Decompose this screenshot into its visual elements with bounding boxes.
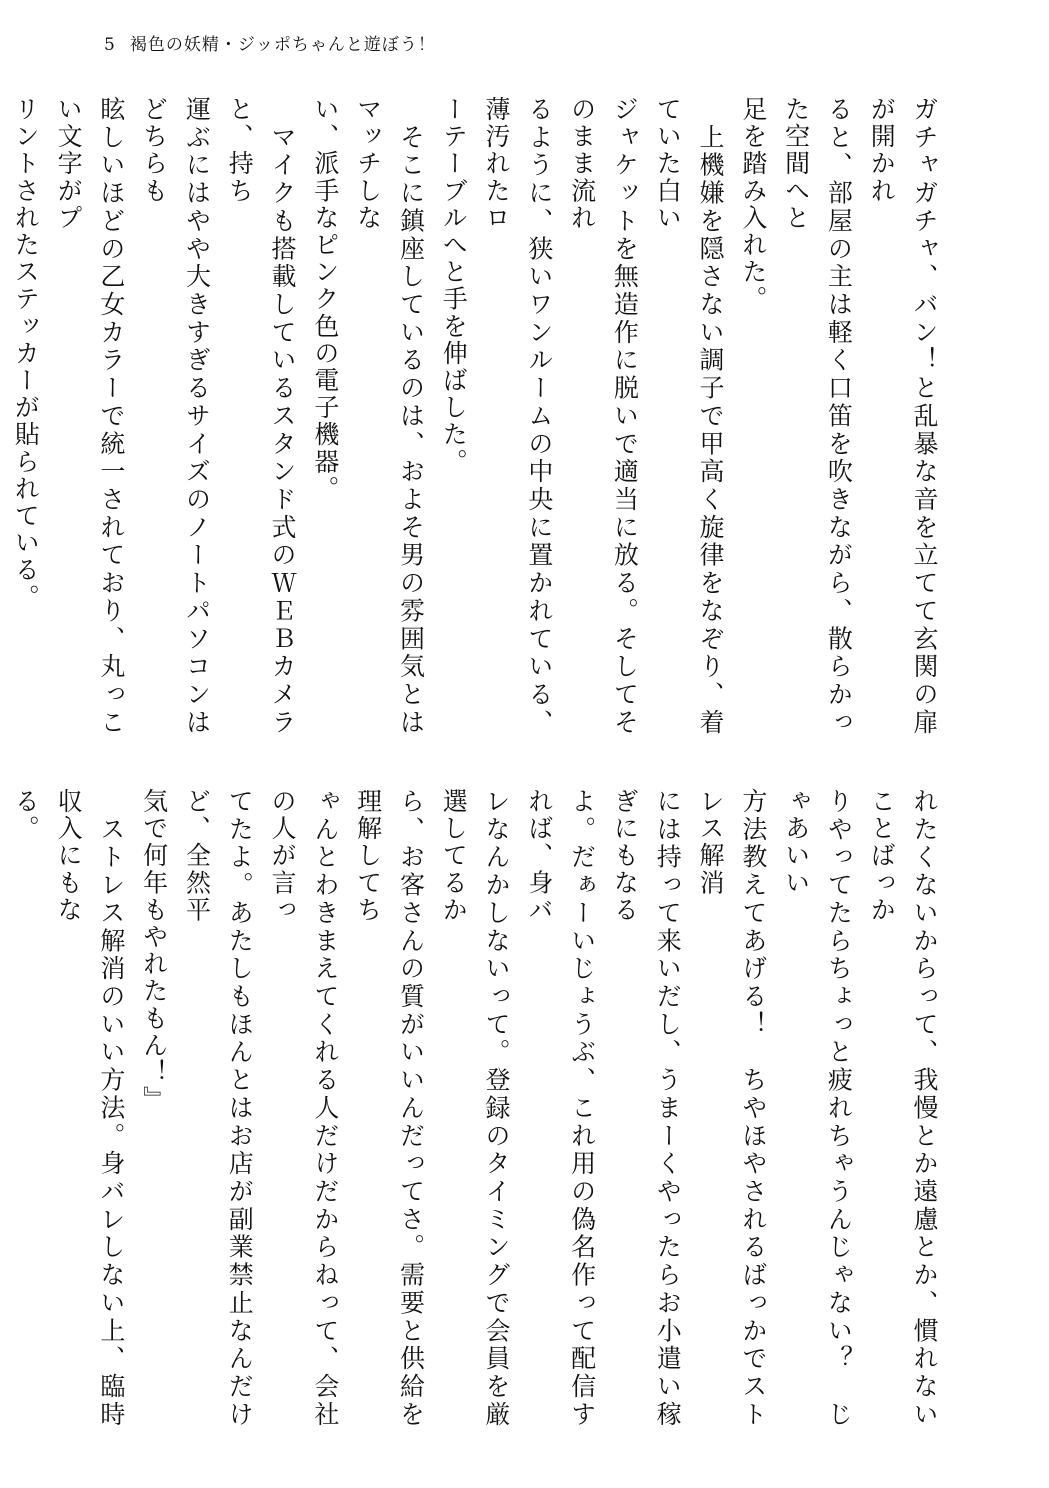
text-line: りやってたらちょっと疲れちゃうんじゃない？ じゃあいい — [781, 788, 854, 1428]
page-number: 5 — [104, 35, 116, 55]
text-line: 眩しいほどの乙女カラーで統一されており、丸っこい文字がプ — [54, 96, 126, 736]
text-line: 方法教えてあげる！ ちやほやされるばっかでストレス解消 — [696, 788, 768, 1428]
upper-text-block — [11, 96, 945, 736]
text-line: 運ぶにはやや大きすぎるサイズのノートパソコンはどちらも — [139, 96, 212, 736]
text-line: てたよ。あたしもほんとはお店が副業禁止なんだけど、全然平 — [182, 788, 255, 1428]
text-line: ガチャガチャ、バン！と乱暴な音を立てて玄関の扉が開かれ — [867, 96, 939, 736]
text-line: ジャケットを無造作に脱いで適当に放る。そしてそのまま流れ — [567, 96, 640, 736]
text-line: ら、お客さんの質がいいんだってさ。需要と供給を理解してち — [353, 788, 426, 1428]
text-line: 上機嫌を隠さない調子で甲高く旋律をなぞり、着ていた白い — [653, 96, 726, 736]
text-line: れたくないからって、我慢とか遠慮とか、慣れないことばっか — [867, 788, 939, 1428]
chapter-title: 褐色の妖精・ジッポちゃんと遊ぼう！ — [129, 35, 436, 55]
text-line: 気で何年もやれたもん！』 — [139, 788, 169, 1114]
text-line: ストレス解消のいい方法。身バレしない上、臨時収入にもな — [54, 788, 126, 1428]
text-line: には持って来いだし、うまーくやったらお小遣い稼ぎにもなる — [610, 788, 683, 1428]
page-header — [104, 30, 436, 55]
text-line — [0, 788, 3, 1428]
text-line: ーテーブルへと手を伸ばした。 — [439, 96, 469, 476]
text-line: ゃんとわきまえてくれる人だけだからねって、会社の人が言っ — [268, 788, 340, 1428]
text-line: マイクも搭載しているスタンド式のＷＥＢカメラと、持ち — [225, 96, 298, 736]
text-line: そこに鎮座しているのは、およそ男の雰囲気とはマッチしな — [353, 96, 426, 736]
text-line: よ。だぁーいじょうぶ、これ用の偽名作って配信すれば、身バ — [524, 788, 597, 1428]
text-line: るように、狭いワンルームの中央に置かれている、薄汚れたロ — [482, 96, 554, 736]
lower-text-block — [11, 788, 945, 1428]
text-line: る。 — [11, 788, 41, 843]
text-line: レなんかしないって。登録のタイミングで会員を厳選してるか — [439, 788, 512, 1428]
text-line: い、派手なピンク色の電子機器。 — [310, 96, 340, 503]
text-line: ると、部屋の主は軽く口笛を吹きながら、散らかった空間へと — [781, 96, 854, 736]
text-line: 足を踏み入れた。 — [738, 96, 768, 313]
text-line: リントされたステッカーが貼られている。 — [11, 96, 41, 611]
